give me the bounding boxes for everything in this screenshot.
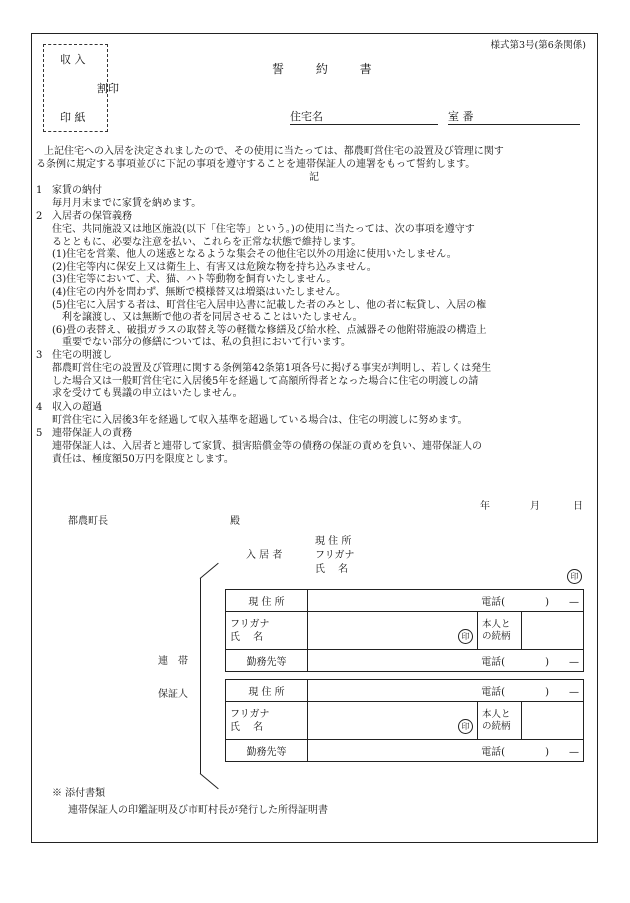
- table-cell: [226, 680, 308, 702]
- table-cell: [226, 612, 308, 650]
- guarantor-1-relation-field[interactable]: [522, 612, 584, 650]
- housing-name-field[interactable]: [290, 108, 438, 125]
- item-heading-4: 収入の超過: [52, 402, 102, 413]
- item-num-5: 5: [36, 428, 43, 439]
- item-line: 毎月月末までに家賃を納めます。: [52, 198, 202, 209]
- tenant-seal-field[interactable]: [567, 564, 582, 584]
- item-num-2: 2: [36, 211, 43, 222]
- ki-label: 記: [309, 172, 319, 183]
- item-body-4: [52, 415, 588, 428]
- stamp-revenue-label: 収 入: [60, 53, 86, 66]
- table-row: [226, 740, 584, 762]
- guarantor-furigana-label: フリガナ: [230, 618, 270, 630]
- item-heading-3: 住宅の明渡し: [52, 350, 112, 361]
- guarantor-table-2: [225, 679, 584, 762]
- item-line: 利を譲渡し、又は無断で他の者を同居させることはいたしません。: [52, 312, 363, 324]
- guarantor-2-name-field[interactable]: [308, 702, 478, 740]
- tenant-address-label: 現 住 所: [315, 536, 352, 547]
- guarantor-2-seal-icon: 印: [458, 719, 473, 734]
- room-number-label: 室 番: [448, 110, 474, 123]
- guarantor-table-1: [225, 589, 584, 672]
- item-line: 都農町営住宅の設置及び管理に関する条例第42条第1項各号に掲げる事実が判明し、若しくは発生: [52, 363, 492, 374]
- guarantor-2-address-field[interactable]: [308, 680, 584, 702]
- tenant-name-label: 氏 名: [315, 564, 349, 575]
- item-heading-5: 連帯保証人の責務: [52, 428, 132, 439]
- relation-label-1: 本人と: [482, 618, 511, 630]
- relation-label-2: の続柄: [482, 630, 511, 642]
- item-line: 求を受けても異議の申立はいたしません。: [52, 388, 243, 400]
- table-cell: [478, 702, 522, 740]
- item-line: (1)住宅を営業、他人の迷惑となるような集会その他住宅以外の用途に使用いたしません。: [52, 249, 457, 261]
- item-heading-1: 家賃の納付: [52, 185, 102, 196]
- item-body-5: [52, 441, 588, 466]
- date-month: 月: [530, 501, 540, 512]
- item-line: (6)畳の表替え、破損ガラスの取替え等の軽微な修繕及び給水栓、点滅器その他附帯施設の構造上: [52, 324, 487, 336]
- item-body-1: [52, 198, 588, 211]
- stamp-seal-label: 割印: [97, 82, 119, 95]
- table-row: [226, 590, 584, 612]
- table-row: [226, 650, 584, 672]
- guarantor-name-label: 氏 名: [230, 631, 264, 643]
- table-row: [226, 680, 584, 702]
- item-heading-2: 入居者の保管義務: [52, 211, 132, 222]
- guarantor-phone-label: 電話( ) —: [481, 747, 579, 758]
- guarantor-furigana-label: フリガナ: [230, 708, 270, 720]
- stamp-paper-label: 印 紙: [60, 111, 86, 124]
- item-num-3: 3: [36, 350, 43, 361]
- housing-name-label: 住宅名: [290, 110, 323, 123]
- item-num-4: 4: [36, 402, 43, 413]
- table-cell: [226, 740, 308, 762]
- item-line: (4)住宅の内外を問わず、無断で模様替又は増築はいたしません。: [52, 286, 346, 298]
- item-body-2: [52, 224, 588, 350]
- guarantor-workplace-label: 勤務先等: [246, 657, 287, 668]
- item-line: した場合又は一般町営住宅に入居後5年を経過して高額所得者となった場合に住宅の明渡しの請: [52, 375, 479, 387]
- guarantor-1-address-field[interactable]: [308, 590, 584, 612]
- form-number: 様式第3号(第6条関係): [490, 40, 586, 51]
- item-line: るとともに、必要な注意を払い、これらを正常な状態で維持します。: [52, 236, 362, 248]
- table-cell: [478, 612, 522, 650]
- table-row: [226, 612, 584, 650]
- guarantor-1-workplace-field[interactable]: [308, 650, 584, 672]
- item-num-1: 1: [36, 185, 43, 196]
- room-number-field[interactable]: [448, 108, 580, 125]
- guarantor-label-bottom: 保証人: [158, 689, 188, 700]
- page-title: 誓 約 書: [272, 62, 386, 76]
- attachments-text: 連帯保証人の印鑑証明及び市町村長が発行した所得証明書: [68, 805, 328, 816]
- relation-label-1: 本人と: [482, 708, 511, 720]
- addressee-dono: 殿: [230, 516, 240, 527]
- item-line: 責任は、極度額50万円を限度とします。: [52, 453, 234, 465]
- guarantor-2-relation-field[interactable]: [522, 702, 584, 740]
- date-day: 日: [573, 501, 583, 512]
- table-row: [226, 702, 584, 740]
- item-line: (5)住宅に入居する者は、町営住宅入居申込書に記載した者のみとし、他の者に転貸し、入居の権: [52, 299, 487, 311]
- item-line: (2)住宅等内に保安上又は衛生上、有害又は危険な物を持ち込みません。: [52, 261, 377, 273]
- guarantor-phone-label: 電話( ) —: [481, 597, 579, 608]
- table-cell: [226, 702, 308, 740]
- guarantor-phone-label: 電話( ) —: [481, 687, 579, 698]
- guarantor-2-workplace-field[interactable]: [308, 740, 584, 762]
- guarantor-address-label: 現 住 所: [248, 597, 285, 608]
- guarantor-name-label: 氏 名: [230, 721, 264, 733]
- addressee-mayor: 都農町長: [68, 516, 108, 527]
- guarantor-bracket: [200, 578, 225, 774]
- item-line: (3)住宅等において、犬、猫、ハト等動物を飼育いたしません。: [52, 274, 337, 286]
- guarantor-workplace-label: 勤務先等: [246, 747, 287, 758]
- table-cell: [226, 650, 308, 672]
- item-line: 連帯保証人は、入居者と連帯して家賃、損害賠償金等の債務の保証の責めを負い、連帯保証人の: [52, 441, 482, 452]
- tenant-label: 入 居 者: [246, 550, 283, 561]
- item-line: 重要でない部分の修繕については、私の負担において行います。: [52, 337, 351, 349]
- guarantor-label-top: 連 帯: [158, 656, 188, 667]
- item-line: 住宅、共同施設又は地区施設(以下「住宅等」という。)の使用に当たっては、次の事項を遵守す: [52, 224, 475, 235]
- guarantor-1-name-field[interactable]: [308, 612, 478, 650]
- item-line: 町営住宅に入居後3年を経過して収入基準を超過している場合は、住宅の明渡しに努めます。: [52, 415, 468, 426]
- item-body-3: [52, 363, 588, 401]
- relation-label-2: の続柄: [482, 720, 511, 732]
- preamble-line-1: 上記住宅への入居を決定されましたので、その使用に当たっては、都農町営住宅の設置及び管理に関す: [44, 146, 504, 157]
- guarantor-address-label: 現 住 所: [248, 687, 285, 698]
- tenant-seal-icon: 印: [567, 569, 582, 584]
- table-cell: [226, 590, 308, 612]
- attachments-heading: ※ 添付書類: [52, 788, 106, 799]
- guarantor-phone-label: 電話( ) —: [481, 657, 579, 668]
- tenant-furigana-label: フリガナ: [315, 550, 355, 561]
- date-year: 年: [480, 501, 490, 512]
- preamble-line-2: る条例に規定する事項並びに下記の事項を遵守することを連帯保証人の連署をもって誓約します。: [36, 159, 476, 170]
- guarantor-1-seal-icon: 印: [458, 629, 473, 644]
